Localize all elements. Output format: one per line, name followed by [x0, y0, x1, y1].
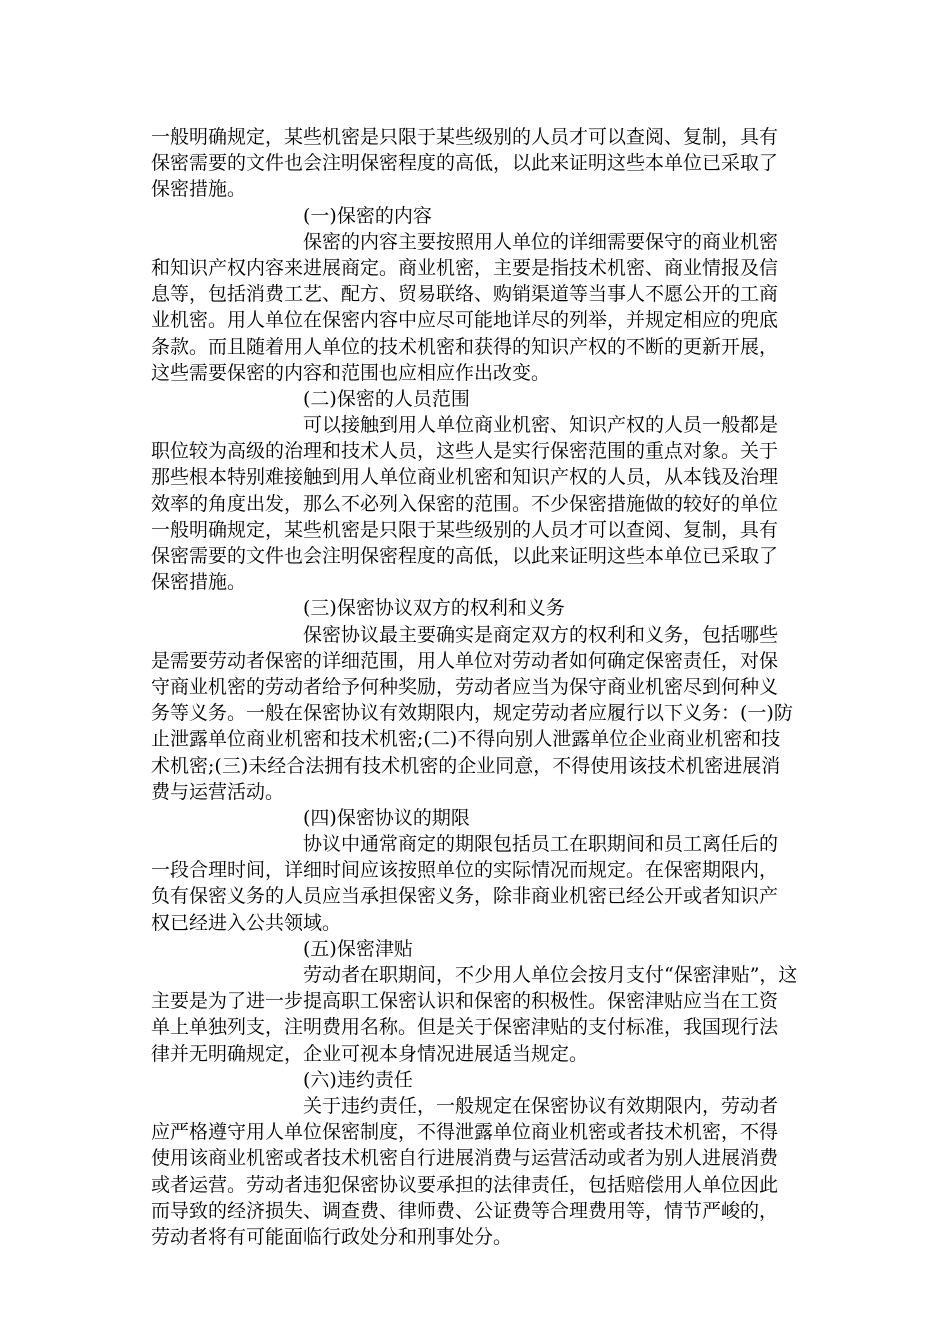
text-line: 止泄露单位商业机密和技术机密;(二)不得向别人泄露单位企业商业机密和技	[151, 728, 781, 751]
indented-line: 保密协议最主要确实是商定双方的权利和义务，包括哪些	[303, 623, 779, 646]
document-body	[151, 124, 801, 1250]
text-line: 一段合理时间，详细时间应该按照单位的实际情况而规定。在保密期限内，	[151, 859, 779, 882]
text-line: 守商业机密的劳动者给予何种奖励，劳动者应当为保守商业机密尽到何种义	[151, 675, 779, 698]
text-line: 职位较为高级的治理和技术人员，这些人是实行保密范围的重点对象。关于	[151, 440, 779, 463]
indented-line: (六)违约责任	[303, 1068, 413, 1091]
text-line: 保密需要的文件也会注明保密程度的高低，以此来证明这些本单位已采取了	[151, 545, 779, 567]
text-line: 劳动者将有可能面临行政处分和刑事处分。	[151, 1225, 513, 1248]
text-line: 业机密。用人单位在保密内容中应尽可能地详尽的列举，并规定相应的兜底	[151, 309, 779, 332]
text-line: 一般明确规定，某些机密是只限于某些级别的人员才可以查阅、复制，具有	[151, 518, 779, 541]
text-line: 律并无明确规定，企业可视本身情况进展适当规定。	[151, 1042, 589, 1065]
text-line: 那些根本特别难接触到用人单位商业机密和知识产权的人员，从本钱及治理	[151, 466, 779, 489]
text-line: 一般明确规定，某些机密是只限于某些级别的人员才可以查阅、复制，具有	[151, 126, 779, 148]
text-line: 息等，包括消费工艺、配方、贸易联络、购销渠道等当事人不愿公开的工商	[151, 283, 779, 306]
text-line: 权已经进入公共领域。	[151, 911, 342, 934]
indented-line: (二)保密的人员范围	[303, 387, 470, 410]
indented-line: (四)保密协议的期限	[303, 806, 470, 829]
text-line: 使用该商业机密或者技术机密自行进展消费与运营活动或者为别人进展消费	[151, 1147, 779, 1170]
text-line: 主要是为了进一步提高职工保密认识和保密的积极性。保密津贴应当在工资	[151, 990, 779, 1013]
indented-line: 劳动者在职期间，不少用人单位会按月支付“保密津贴”，这	[303, 964, 798, 986]
text-line: 条款。而且随着用人单位的技术机密和获得的知识产权的不断的更新开展，	[151, 335, 779, 358]
text-line: 这些需要保密的内容和范围也应相应作出改变。	[151, 361, 551, 384]
text-line: 负有保密义务的人员应当承担保密义务，除非商业机密已经公开或者知识产	[151, 885, 779, 908]
text-line: 而导致的经济损失、调查费、律师费、公证费等合理费用等，情节严峻的，	[151, 1199, 779, 1222]
indented-line: (三)保密协议双方的权利和义务	[303, 597, 565, 620]
text-line: 术机密;(三)未经合法拥有技术机密的企业同意，不得使用该技术机密进展消	[151, 754, 781, 777]
text-line: 效率的角度出发，那么不必列入保密的范围。不少保密措施做的较好的单位	[151, 492, 779, 515]
indented-line: (五)保密津贴	[303, 937, 413, 960]
text-line: 保密措施。	[151, 571, 247, 594]
text-line: 务等义务。一般在保密协议有效期限内，规定劳动者应履行以下义务：(一)防	[151, 702, 793, 725]
indented-line: 关于违约责任，一般规定在保密协议有效期限内，劳动者	[303, 1094, 779, 1117]
indented-line: 协议中通常商定的期限包括员工在职期间和员工离任后的	[303, 833, 779, 856]
text-line: 是需要劳动者保密的详细范围，用人单位对劳动者如何确定保密责任，对保	[151, 649, 779, 672]
text-line: 应严格遵守用人单位保密制度，不得泄露单位商业机密或者技术机密，不得	[151, 1121, 779, 1144]
text-line: 单上单独列支，注明费用名称。但是关于保密津贴的支付标准，我国现行法	[151, 1016, 779, 1039]
indented-line: 可以接触到用人单位商业机密、知识产权的人员一般都是	[303, 414, 779, 437]
text-line: 和知识产权内容来进展商定。商业机密，主要是指技术机密、商业情报及信	[151, 256, 779, 279]
indented-line: 保密的内容主要按照用人单位的详细需要保守的商业机密	[303, 230, 779, 253]
text-line: 或者运营。劳动者违犯保密协议要承担的法律责任，包括赔偿用人单位因此	[151, 1173, 779, 1196]
indented-line: (一)保密的内容	[303, 204, 432, 227]
text-line: 保密措施。	[151, 178, 247, 201]
text-line: 保密需要的文件也会注明保密程度的高低，以此来证明这些本单位已采取了	[151, 152, 779, 175]
text-line: 费与运营活动。	[151, 780, 285, 803]
